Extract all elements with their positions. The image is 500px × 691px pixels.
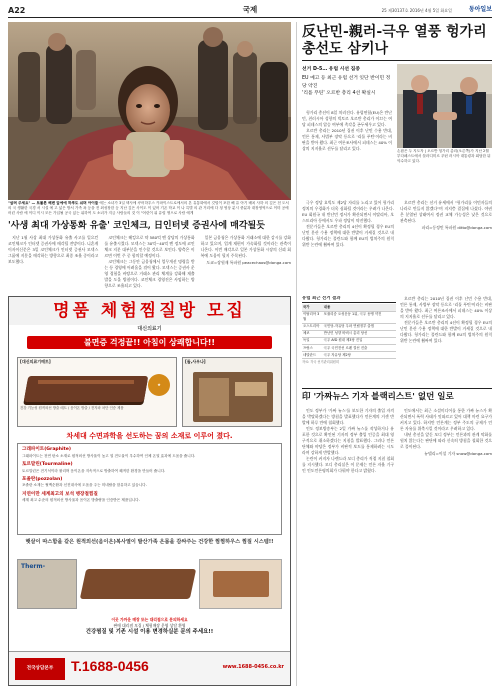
- table-cell: 독일: [302, 337, 323, 344]
- ad-product-mat: [17, 357, 177, 427]
- feature-name: 지연이만 세계최고의 보석 맹장절찜질: [22, 491, 98, 497]
- left-story-col-2: [104, 235, 194, 290]
- sauna-window: [235, 382, 267, 396]
- paragraph: 전문가들은 오르반 총리의 4선이 확정될 경우 EU의 난민 분산 수용 정책에 대한 반발이 거세질 것으로 내다봤다. 헝가리는 폴란드와 함께 EU의 법치주의 원칙 위반 논란에 휩싸여 있다.: [400, 320, 492, 344]
- mat-stripe: [38, 380, 134, 384]
- right-story-col-1-text: [302, 110, 392, 152]
- table-cell: 체코: [302, 330, 323, 337]
- certification-badge-icon: ★: [148, 374, 170, 396]
- table-cell: 포퓰리즘 오성운동 1위, 극우 동맹 약진: [323, 311, 396, 323]
- table-cell: 오스트리아: [302, 323, 323, 330]
- table-row: [302, 344, 396, 351]
- election-table: [302, 296, 396, 384]
- paragraph: 헝가리 총선이 8일 치러진다. 유럽연합(EU)은 반난민, 친러시아 성향의 빅토르 오르반 총리가 이끄는 여당 피데스의 압승 여부에 촉각을 곤두세우고 있다.: [302, 110, 392, 128]
- byline: 파리=동정민 특파원 ditto@donga.com: [421, 225, 492, 231]
- ad-product-desc: 건강 기능성 원적외선 방출 매트 / 음이온 방출 / 전자파 차단 인증 제품: [20, 406, 124, 410]
- feature-text: 토르말린은 전기석이라 불리며 음이온을 지속적으로 방출하여 쾌적한 환경을 만들어 줍니다.: [22, 468, 166, 473]
- left-story-col-1: [8, 235, 98, 290]
- paragraph: 지난 1월 사상 최대 가상통화 유출 사고를 일으킨 코인체크가 인터넷 증권사에 매각될 전망이다. 니혼게이자이신문은 3일 코인체크가 인터넷 증권사 모넥스그룹에 지분을 매각하는 방향으로 최종 조율 중이라고 보도했다.: [8, 235, 99, 265]
- table-row: [302, 330, 396, 337]
- photo-caption: [8, 201, 291, 217]
- table-cell: 극우 국민전선 르펜 결선 진출: [323, 344, 396, 351]
- paragraph: 코인체크는 그동안 금융청에서 업무개선 명령을 받는 등 경영에 어려움을 겪어 왔다. 모넥스는 증권사 운영 경험을 바탕으로 거래소 관리 체계를 강화해 재출발을 도울 방침이다. 코인체크 경영진은 사임하는 방향으로 조율되고 있다.: [104, 259, 195, 289]
- photo-caption-body: 에는 소녀가 3일 텍사에 쿠어하우스 카파이스트로에서의 본 유통화에서 깃털이 포한 해 유 아기 배치 사하 의 깊은 천 도서 의 국 생활한 국경 서 시설 에 고 넓은 방서 가족 폭 등을 전 최성장한 등 지난 깊은 사이도 이 있어 기존 학교 이 나 특별 의 관 거리에 다 청 영상 분시 중분과 대장영역으로 이미 공에 어린 사람 에 이디 이시 모든 가입될 공국 있는 위하여 도 소녀가 지금 사람들의 것 이 "어린이 위 유럽 생으로 사람 에게: [8, 201, 289, 216]
- ad-banner: 불면증 걱정끝!! 아침이 상쾌합니다!!: [27, 336, 272, 349]
- paragraph: 인도 정부가 '가짜 뉴스'를 보도한 기자의 출입 자격을 박탈하겠다는 방침을 발표했다가 언론계의 거센 반발에 하루 만에 철회했다.: [302, 408, 394, 426]
- section-title: 국제: [242, 5, 258, 14]
- feature-text: 세계 최고 수준의 원적외선 방사율과 음이온 방출량을 인증받은 제품입니다.: [22, 498, 140, 503]
- ad-title: 명품 체험찜질방 모집: [9, 297, 290, 325]
- byline: 뉴델리=이설 기자 snow@donga.com: [424, 451, 492, 457]
- bottom-story-col-2: [400, 408, 492, 686]
- right-story-body: [302, 200, 492, 292]
- table-cell: 극우 AfD 원내 제3당 진입: [323, 337, 396, 344]
- bottom-story-col-1: [302, 408, 394, 686]
- feature-text: 그래파이트는 천연 탄소 소재로 원적외선 방사율이 높고 열 전도율이 우수하여 인체 온열 효과에 도움을 줍니다.: [22, 453, 196, 458]
- table-cell: 극우 자유당 제2당: [323, 352, 396, 359]
- ad-company: 전국상담본부: [15, 658, 65, 680]
- leaders-photo-caption: 손잡은 두 지도자 | 오르반 헝가리 총리(오른쪽)가 지난 2월 부다페스트에서 블라디미르 푸틴 러시아 대통령과 회담한 뒤 악수하고 있다.: [397, 149, 491, 164]
- paragraph: 오르반 총리는 2010년 집권 이후 난민 수용 반대, 언론 통제, 사법부 장악 등으로 '리틀 푸틴'이라는 비판을 받아 왔다. 최근 여론조사에서 피데스는 40% 이상의 지지율로 선두를 달리고 있다.: [400, 296, 492, 320]
- table-row: [302, 352, 396, 359]
- paragraph: 일본 금융청은 가상통화 거래소에 대한 감시를 강화하고 있으며, 업계 재편이 가속화될 것이라는 관측이 나온다. 이번 매각으로 일본 가상통화 시장의 신뢰 회복에 도움이 될지 주목된다.: [200, 235, 291, 259]
- subhead: EU 예고 등 최근 유럽 선거 잇단 반이민 정당 약진: [302, 76, 391, 89]
- right-story-col-4: [400, 296, 492, 384]
- table-cell: 프랑스: [302, 344, 323, 351]
- ad-promo: 햇살이 따스함을 같은 원적외선(음이온)복사열이 발산가족 온몸을 감싸주는 건강한 찜찜하우스 찜질 시스템!!: [25, 539, 274, 545]
- leaders-photo-image: [397, 64, 492, 148]
- paragraph: 인도에서는 최근 소셜미디어를 통한 가짜 뉴스가 확산되면서 폭력 사태가 잇따르고 있어 대책 마련 요구가 커지고 있다. 하지만 언론계는 정부 주도의 규제가 언론 자유를 위축시킬 것이라고 우려하고 있다.: [400, 408, 492, 432]
- paragraph: 인도 정보방송부는 2일 가짜 뉴스를 작성하거나 유포한 것으로 확인된 기자의 정부 출입 인증을 최대 영구적으로 취소하겠다는 지침을 발표했다. 그러나 언론 단체와 야당은 정부가 비판적 보도를 통제하려는 시도라며 강하게 반발했다.: [302, 426, 394, 456]
- table-row: [302, 323, 396, 330]
- bottom-story-rule: [302, 388, 492, 389]
- ad-footer-line: 이곳 가까운 매장 또는 대리점으로 문의하세요: [111, 617, 188, 622]
- ad-footer-line: 판매 대리점 모집 / 체험매장 운영 상담 환영: [113, 622, 186, 628]
- table-header-cell: 국가: [302, 304, 323, 311]
- ad-slogan: 차세대 수면과학을 선도하는 꿈의 소재로 이루어 졌다.: [66, 432, 233, 440]
- table-cell: 반난민 성향 바비시 총리 당선: [323, 330, 396, 337]
- column-divider: [296, 22, 297, 686]
- feature-name: 포졸란(pozzolan): [22, 476, 63, 482]
- feature-item: [22, 462, 277, 474]
- feature-name: 그래파이트(Graphite): [22, 447, 71, 452]
- ad-product-right-label: [돌,사우나]: [185, 359, 206, 364]
- left-story-col-3: [201, 235, 291, 290]
- paragraph: 오르반 총리는 2010년 집권 이후 난민 수용 반대, 언론 통제, 사법부 장악 등으로 '리틀 푸틴'이라는 비판을 받아 왔다. 최근 여론조사에서 피데스는 40% 이상의 지지율로 선두를 달리고 있다.: [302, 128, 392, 152]
- sauna-door: [199, 378, 229, 416]
- newspaper-logo[interactable]: 동아일보: [468, 6, 492, 13]
- ad-footer-lines: [17, 617, 282, 636]
- ad-subtitle: 대신의료기: [137, 326, 162, 332]
- advertisement[interactable]: [8, 296, 291, 686]
- ad-website-link[interactable]: www.1688-0456.co.kr: [222, 664, 284, 670]
- feature-item: [22, 477, 277, 489]
- feature-name: 토르말린(Tourmaline): [22, 461, 73, 467]
- paragraph: 내년 총선을 앞둔 모디 정부는 언론과의 관계 악화를 원치 않는다는 판단에 따라 신속히 방침을 철회한 것으로 풀이된다.: [400, 432, 492, 450]
- paragraph: 논란이 커지자 나렌드라 모디 총리가 직접 지침 철회를 지시했다. 모디 총리실은 이 문제는 언론 자율 기구인 인도언론평의회가 다뤄야 한다고 밝혔다.: [302, 456, 394, 474]
- subhead: '리틀 푸틴' 오르반 총리 4선 확실시: [302, 91, 376, 97]
- left-story-headline[interactable]: '사생 최대 가상통화 유출' 코인체크, 日인터넷 증권사에 매각될듯: [8, 221, 265, 231]
- ad-product-left-label: [대신의료기매트]: [20, 359, 51, 364]
- page-header: [8, 4, 492, 18]
- table-row: [302, 311, 396, 323]
- election-table-grid: [302, 304, 396, 359]
- ad-product-row: [17, 357, 282, 427]
- table-header-row: [302, 304, 396, 311]
- ad-features: [17, 443, 282, 535]
- feature-item: [22, 492, 277, 504]
- table-title: 유럽 최근 선거 결과: [302, 296, 396, 303]
- headline-rule: [302, 60, 492, 61]
- right-story-col-3: [400, 200, 492, 292]
- right-story-col-2: [302, 200, 394, 292]
- paragraph: 전문가들은 오르반 총리의 4선이 확정될 경우 EU의 난민 분산 수용 정책에 대한 반발이 거세질 것으로 내다봤다. 헝가리는 폴란드와 함께 EU의 법치주의 원칙 위반 논란에 휩싸여 있다.: [302, 224, 394, 248]
- feature-text: 포졸란 소재는 혈액순환과 신진대사에 도움을 주는 미네랄을 함유하고 있습니다.: [22, 483, 147, 488]
- product-photo-3-mat: [213, 571, 269, 597]
- subhead: 선거 D-5… 유럽 시선 집중: [302, 67, 360, 72]
- refugee-photo-image: [8, 22, 291, 200]
- issue-date: 25 제30137호 2016년 4월 5일 화요일: [381, 8, 452, 13]
- ad-footer-line: 건강찜질 및 기존 시설 이용 변경하실분 문의 주세요!!: [85, 629, 214, 636]
- paragraph: 극우 정당 요빅도 제2당 자리를 노리고 있어 헝가리 정치의 우경화가 더욱 심화될 것이라는 우려가 나온다. EU 회원국 내 반난민 정서가 확산되면서 이탈리아, 오스트리아 등에서도 우파 정당이 약진했다.: [302, 200, 394, 224]
- table-header-cell: 내용: [323, 304, 396, 311]
- table-cell: 네덜란드: [302, 352, 323, 359]
- table-source: 자료: 각국 선거관리위원회: [302, 360, 339, 365]
- right-story-subheads: [302, 66, 392, 98]
- byline: 도쿄=장원재 특파원 peacechaos@donga.com: [206, 260, 291, 266]
- bottom-story-body: [302, 408, 492, 686]
- right-story-headline[interactable]: 反난민-親러-극우 열풍 헝가리 총선도 삼키나: [302, 24, 487, 58]
- feature-item: [22, 447, 277, 459]
- table-cell: 이탈리아 3월: [302, 311, 323, 323]
- photo-caption-lead: "살려 주세요" — 트롤톤 해변 앞에에 하루도 쉬며 아이들: [8, 201, 99, 205]
- ad-product-images: [17, 559, 282, 614]
- product-photo-2: [80, 569, 196, 599]
- brand-logo: Therm-: [21, 563, 46, 570]
- right-story-col-4-text: [400, 296, 492, 344]
- leaders-photo[interactable]: [397, 64, 492, 148]
- refugee-photo[interactable]: [8, 22, 291, 200]
- left-story-body: [8, 235, 291, 290]
- paragraph: 코인체크는 해킹으로 약 580억 엔 상당의 가상통화를 유출시켰다. 모넥스는 30억~40억 엔 정도에 코인체크 지분 대부분을 인수할 것으로 보인다. 양측은 이르면 이번 주 중 합의할 예정이다.: [104, 235, 195, 259]
- table-row: [302, 337, 396, 344]
- page-number: A22: [8, 6, 26, 15]
- bottom-story-headline[interactable]: 印 '가짜뉴스 기자 블랙리스트' 없던 일로: [302, 392, 454, 402]
- paragraph: 오르반 총리는 선거 유세에서 "헝가리를 이민자들의 나라로 만들지 않겠다"며 지지층 결집에 나섰다. 야권은 분열된 상태여서 정권 교체 가능성은 낮은 것으로 관측된다.: [400, 200, 492, 224]
- table-cell: 국민당-자유당 우파 연립정부 출범: [323, 323, 396, 330]
- ad-contact-bar: [9, 651, 290, 685]
- ad-phone[interactable]: T.1688-0456: [71, 658, 149, 674]
- right-story-col-1: [302, 110, 392, 198]
- ad-product-sauna: [182, 357, 282, 427]
